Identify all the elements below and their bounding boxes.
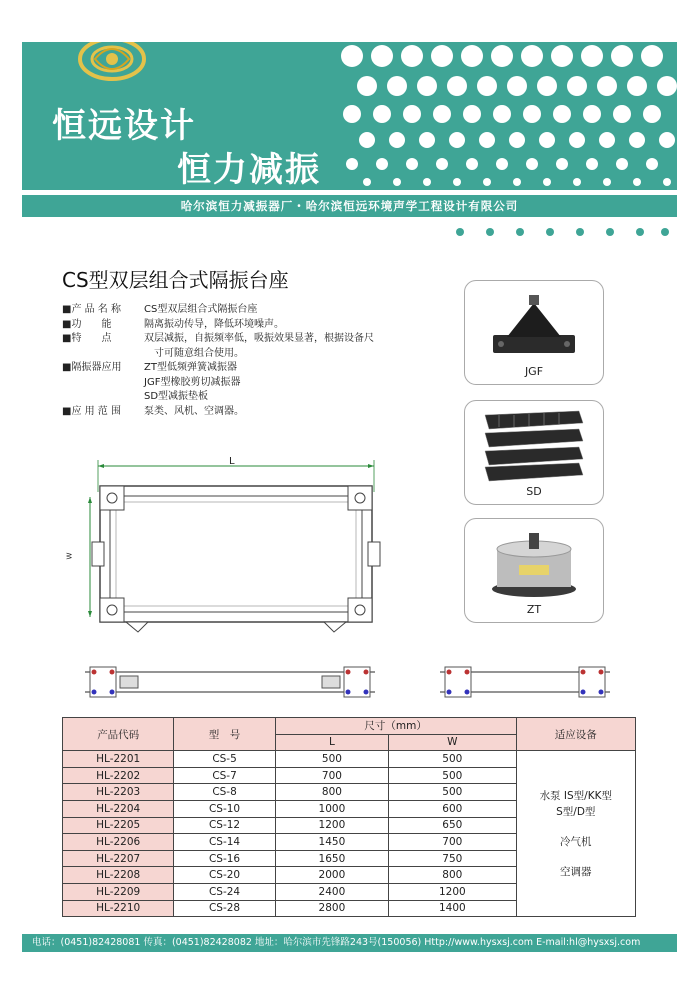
decorative-dot [477, 76, 497, 96]
decorative-dot [597, 76, 617, 96]
damping-pad-icon [479, 407, 589, 485]
decorative-dot [433, 105, 451, 123]
equipment-line: 水泵 IS型/KK型 [539, 789, 612, 802]
cell-w: 500 [389, 784, 516, 801]
decorative-dot [523, 105, 541, 123]
decorative-dot [567, 76, 587, 96]
decorative-dot [627, 76, 647, 96]
cell-w: 650 [389, 817, 516, 834]
decorative-dot [543, 178, 551, 186]
cell-model: CS-20 [174, 867, 275, 884]
product-card-sd [464, 400, 604, 505]
cell-w: 750 [389, 850, 516, 867]
cell-l: 2000 [275, 867, 388, 884]
cell-model: CS-24 [174, 883, 275, 900]
decorative-dot [603, 178, 611, 186]
slogan-line-2: 恒力减振 [177, 150, 321, 190]
spec-row: JGF型橡胶剪切减振器 [144, 376, 241, 388]
cell-model: CS-14 [174, 834, 275, 851]
cell-code: HL-2205 [63, 817, 174, 834]
decorative-dot [401, 45, 423, 67]
equipment-line: 空调器 [560, 865, 592, 878]
cell-l: 1200 [275, 817, 388, 834]
spec-row: ■功 能 隔离振动传导，降低环境噪声。 [62, 318, 284, 330]
cell-l: 1000 [275, 800, 388, 817]
decorative-dot [431, 45, 453, 67]
spec-row: ■隔振器应用 ZT型低频弹簧减振器 [62, 362, 237, 373]
cell-w: 1200 [389, 883, 516, 900]
decorative-dot [389, 132, 405, 148]
table-row [63, 751, 636, 768]
spec-row: ■应 用 范 围 泵类、风机、空调器。 [62, 405, 244, 417]
decorative-dot [447, 76, 467, 96]
spec-table [62, 717, 636, 917]
decorative-dot [346, 158, 358, 170]
decorative-dot [611, 45, 633, 67]
product-label-sd: SD [526, 485, 542, 498]
decorative-dot [387, 76, 407, 96]
cell-code: HL-2202 [63, 767, 174, 784]
product-card-jgf [464, 280, 604, 385]
cell-l: 800 [275, 784, 388, 801]
decorative-dot [629, 132, 645, 148]
cell-l: 1450 [275, 834, 388, 851]
decorative-dot [453, 178, 461, 186]
decorative-dot [526, 158, 538, 170]
decorative-dot [343, 105, 361, 123]
col-code-header: 产品代码 [63, 718, 174, 751]
decorative-dot [513, 178, 521, 186]
col-l-header: L [275, 734, 388, 751]
decorative-dot [657, 76, 677, 96]
decorative-dot [357, 76, 377, 96]
decorative-dot [581, 45, 603, 67]
cell-code: HL-2208 [63, 867, 174, 884]
decorative-dot [573, 178, 581, 186]
decorative-dot [613, 105, 631, 123]
cell-code: HL-2204 [63, 800, 174, 817]
col-w-header: W [389, 734, 516, 751]
decorative-dot [643, 105, 661, 123]
decorative-dot [406, 158, 418, 170]
decorative-dot [393, 178, 401, 186]
decorative-dots-below [420, 220, 680, 250]
cell-w: 700 [389, 834, 516, 851]
product-card-zt [464, 518, 604, 623]
decorative-dot [419, 132, 435, 148]
decorative-dot [521, 45, 543, 67]
col-size-header: 尺寸（mm） [275, 718, 516, 735]
cell-w: 600 [389, 800, 516, 817]
decorative-dot [483, 178, 491, 186]
cell-w: 1400 [389, 900, 516, 917]
decorative-dot [586, 158, 598, 170]
cell-l: 1650 [275, 850, 388, 867]
product-label-jgf: JGF [524, 365, 544, 378]
decorative-dot [403, 105, 421, 123]
equipment-cell [516, 751, 635, 917]
decorative-dot [373, 105, 391, 123]
cell-model: CS-8 [174, 784, 275, 801]
decorative-dot [363, 178, 371, 186]
cell-code: HL-2207 [63, 850, 174, 867]
equipment-line: S型/D型 [556, 805, 596, 818]
decorative-dot [553, 105, 571, 123]
decorative-dot [599, 132, 615, 148]
header-banner [22, 42, 677, 190]
decorative-dot [449, 132, 465, 148]
decorative-dot [663, 178, 671, 186]
decorative-dot [461, 45, 483, 67]
decorative-dot [359, 132, 375, 148]
cell-l: 500 [275, 751, 388, 768]
slogan-line-1: 恒远设计 [52, 106, 196, 146]
cell-l: 2800 [275, 900, 388, 917]
decorative-dot [376, 158, 388, 170]
cell-w: 800 [389, 867, 516, 884]
cell-code: HL-2201 [63, 751, 174, 768]
cell-model: CS-12 [174, 817, 275, 834]
decorative-dot [633, 178, 641, 186]
cell-model: CS-28 [174, 900, 275, 917]
decorative-dot [341, 45, 363, 67]
decorative-dot [463, 105, 481, 123]
cell-w: 500 [389, 751, 516, 768]
rubber-mount-icon [489, 291, 579, 361]
decorative-dot [539, 132, 555, 148]
decorative-dot [646, 158, 658, 170]
spring-isolator-icon [489, 527, 579, 601]
cell-l: 700 [275, 767, 388, 784]
company-logo-icon [77, 42, 147, 84]
equipment-line: 冷气机 [560, 835, 592, 848]
cell-model: CS-7 [174, 767, 275, 784]
spec-list [62, 303, 374, 419]
decorative-dot [537, 76, 557, 96]
spec-row: ■产 品 名 称 CS型双层组合式隔振台座 [62, 304, 258, 315]
decorative-dot [491, 45, 513, 67]
side-view-drawing-short [435, 662, 615, 702]
decorative-dot [569, 132, 585, 148]
cell-model: CS-16 [174, 850, 275, 867]
decorative-dot [417, 76, 437, 96]
cell-code: HL-2206 [63, 834, 174, 851]
decorative-dot [507, 76, 527, 96]
decorative-dot [551, 45, 573, 67]
length-label: L [229, 456, 235, 467]
decorative-dot [479, 132, 495, 148]
decorative-dot [616, 158, 628, 170]
cell-w: 500 [389, 767, 516, 784]
col-model-header: 型 号 [174, 718, 275, 751]
cell-model: CS-5 [174, 751, 275, 768]
width-label: W [65, 552, 74, 560]
spec-row: 寸可随意组合使用。 [154, 347, 244, 359]
decorative-dot [423, 178, 431, 186]
product-title: CS型双层组合式隔振台座 [62, 268, 289, 292]
product-label-zt: ZT [526, 603, 542, 616]
col-equipment-header: 适应设备 [516, 718, 635, 751]
decorative-dot [659, 132, 675, 148]
decorative-dot [436, 158, 448, 170]
decorative-dot [556, 158, 568, 170]
contact-footer: 电话：(0451)82428081 传真：(0451)82428082 地址：哈尔滨市先锋路243号(150056) Http://www.hysxsj.com E-mail:hl@hysxsj.com [22, 934, 677, 952]
cell-code: HL-2209 [63, 883, 174, 900]
cell-code: HL-2203 [63, 784, 174, 801]
cell-l: 2400 [275, 883, 388, 900]
decorative-dot [493, 105, 511, 123]
spec-row: ■特 点 双层减振，自振频率低，吸振效果显著，根据设备尺 [62, 333, 374, 344]
cell-code: HL-2210 [63, 900, 174, 917]
side-view-drawing-long [80, 662, 380, 702]
decorative-dot [583, 105, 601, 123]
decorative-dot [641, 45, 663, 67]
cell-model: CS-10 [174, 800, 275, 817]
spec-row: SD型减振垫板 [144, 391, 209, 402]
decorative-dot [509, 132, 525, 148]
plan-view-drawing [86, 452, 386, 642]
company-name-bar: 哈尔滨恒力减振器厂・哈尔滨恒远环境声学工程设计有限公司 [22, 195, 677, 217]
decorative-dot [496, 158, 508, 170]
decorative-dot [371, 45, 393, 67]
decorative-dot [466, 158, 478, 170]
